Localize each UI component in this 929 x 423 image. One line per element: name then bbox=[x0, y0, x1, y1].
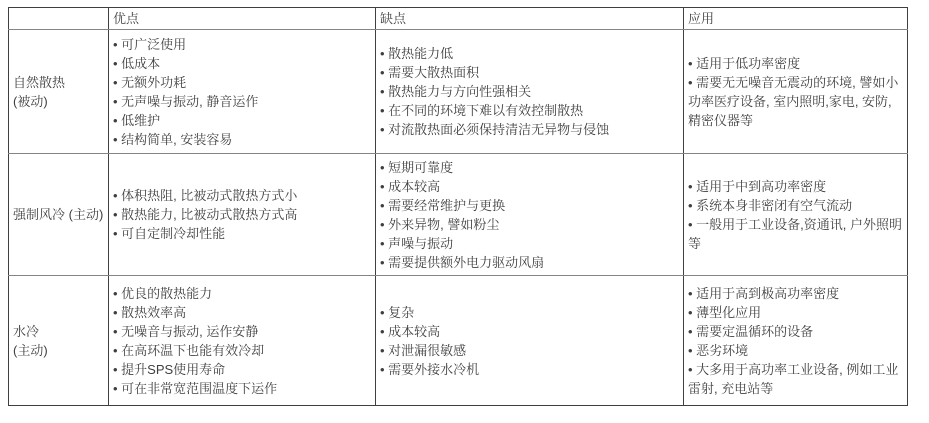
list-item: • 在高环温下也能有效冷却 bbox=[113, 341, 371, 360]
row-label-line: (主动) bbox=[13, 342, 48, 358]
cell-water-applications bbox=[684, 276, 908, 406]
list-item: • 需要经常维护与更换 bbox=[380, 196, 679, 215]
list-item: • 散热能力, 比被动式散热方式高 bbox=[113, 205, 371, 224]
list-item: • 可自定制冷却性能 bbox=[113, 224, 371, 243]
list-item: • 复杂 bbox=[380, 303, 679, 322]
list-item: • 适用于高到极高功率密度 bbox=[688, 284, 903, 303]
column-header-disadvantages: 缺点 bbox=[376, 8, 684, 30]
list-item: • 外来异物, 譬如粉尘 bbox=[380, 215, 679, 234]
column-header-advantages: 优点 bbox=[109, 8, 376, 30]
list-item: • 系统本身非密闭有空气流动 bbox=[688, 196, 903, 215]
list-item: • 低维护 bbox=[113, 111, 371, 130]
list-item: • 对流散热面必须保持清洁无异物与侵蚀 bbox=[380, 120, 679, 139]
list-item: • 低成本 bbox=[113, 54, 371, 73]
row-label-line: (被动) bbox=[13, 93, 48, 109]
list-item: • 适用于中到高功率密度 bbox=[688, 177, 903, 196]
row-label-water-cooling bbox=[9, 276, 109, 406]
row-label-forced-air-cooling bbox=[9, 154, 109, 276]
list-item: • 需要定温循环的设备 bbox=[688, 322, 903, 341]
list-item: • 适用于低功率密度 bbox=[688, 54, 903, 73]
list-item: • 散热效率高 bbox=[113, 303, 371, 322]
list-item: • 短期可靠度 bbox=[380, 158, 679, 177]
header-row bbox=[9, 8, 908, 30]
list-item: • 一般用于工业设备,资通讯, 户外照明等 bbox=[688, 215, 903, 253]
list-item: • 薄型化应用 bbox=[688, 303, 903, 322]
list-item: • 无噪音与振动, 运作安静 bbox=[113, 322, 371, 341]
cell-forced-air-applications bbox=[684, 154, 908, 276]
row-label-line: 自然散热 bbox=[13, 74, 66, 90]
cell-natural-disadvantages bbox=[376, 30, 684, 154]
row-natural-cooling bbox=[9, 30, 908, 154]
cell-water-disadvantages bbox=[376, 276, 684, 406]
list-item: • 需要无无噪音无震动的环境, 譬如小功率医疗设备, 室内照明,家电, 安防, 精密仪器等 bbox=[688, 73, 903, 130]
list-item: • 优良的散热能力 bbox=[113, 284, 371, 303]
cell-forced-air-disadvantages bbox=[376, 154, 684, 276]
cell-natural-advantages bbox=[109, 30, 376, 154]
list-item: • 在不同的环境下难以有效控制散热 bbox=[380, 101, 679, 120]
list-item: • 提升SPS使用寿命 bbox=[113, 360, 371, 379]
cell-water-advantages bbox=[109, 276, 376, 406]
list-item: • 可在非常宽范围温度下运作 bbox=[113, 379, 371, 398]
list-item: • 声噪与振动 bbox=[380, 234, 679, 253]
row-label-line: 强制风冷 (主动) bbox=[13, 207, 104, 222]
list-item: • 需要外接水冷机 bbox=[380, 360, 679, 379]
cell-forced-air-advantages bbox=[109, 154, 376, 276]
list-item: • 散热能力与方向性强相关 bbox=[380, 82, 679, 101]
list-item: • 散热能力低 bbox=[380, 44, 679, 63]
list-item: • 结构简单, 安装容易 bbox=[113, 130, 371, 149]
row-water-cooling bbox=[9, 276, 908, 406]
row-label-natural-cooling bbox=[9, 30, 109, 154]
list-item: • 大多用于高功率工业设备, 例如工业雷射, 充电站等 bbox=[688, 360, 903, 398]
cooling-methods-comparison-table bbox=[8, 7, 908, 406]
list-item: • 需要大散热面积 bbox=[380, 63, 679, 82]
column-header-applications: 应用 bbox=[684, 8, 908, 30]
list-item: • 成本较高 bbox=[380, 322, 679, 341]
column-header-method bbox=[9, 8, 109, 30]
row-forced-air-cooling bbox=[9, 154, 908, 276]
row-label-line: 水冷 bbox=[13, 323, 40, 339]
cell-natural-applications bbox=[684, 30, 908, 154]
list-item: • 无声噪与振动, 静音运作 bbox=[113, 92, 371, 111]
list-item: • 对泄漏很敏感 bbox=[380, 341, 679, 360]
list-item: • 需要提供额外电力驱动风扇 bbox=[380, 253, 679, 272]
list-item: • 体积热阻, 比被动式散热方式小 bbox=[113, 186, 371, 205]
list-item: • 恶劣环境 bbox=[688, 341, 903, 360]
list-item: • 无额外功耗 bbox=[113, 73, 371, 92]
list-item: • 可广泛使用 bbox=[113, 35, 371, 54]
list-item: • 成本较高 bbox=[380, 177, 679, 196]
